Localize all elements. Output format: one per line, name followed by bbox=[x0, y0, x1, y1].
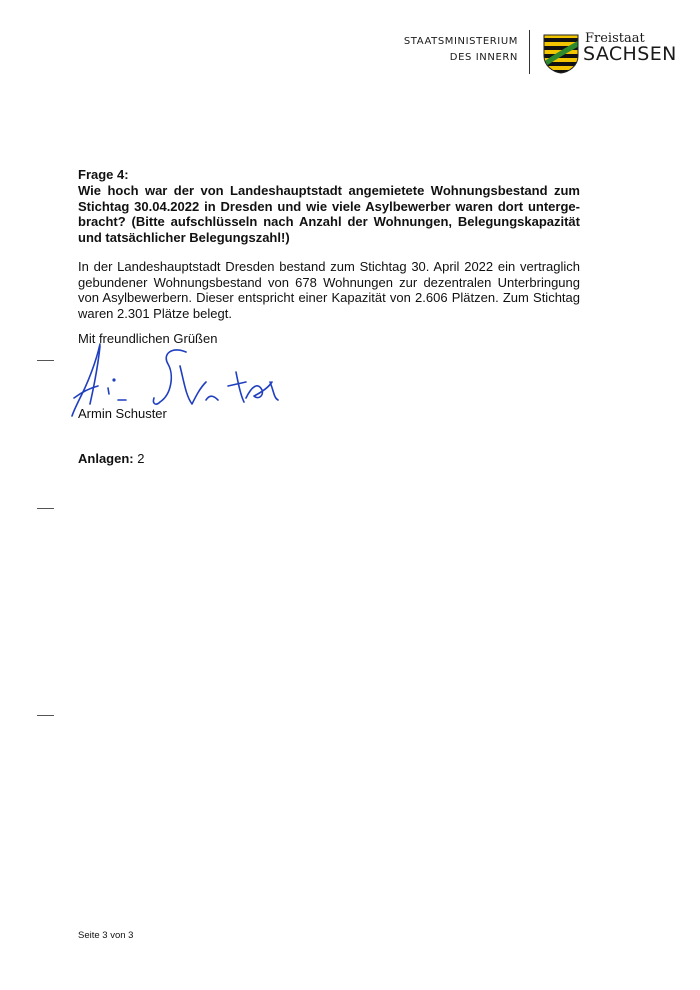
ministry-line-1: STAATSMINISTERIUM bbox=[403, 36, 518, 47]
page-number: Seite 3 von 3 bbox=[78, 930, 134, 941]
attachments-label: Anlagen: bbox=[78, 451, 134, 466]
answer-text: In der Landeshauptstadt Dresden bestand zum Stichtag 30. April 2022 ein vertraglich gebundener Wohnungsbestand von 678 Wohnungen zur dezentralen Unterbringung von Asylbewerbern. Dieser entspricht einer Kapazität von 2.606 Plätzen. Zum Stichtag waren 2.301 Plätze belegt. bbox=[78, 259, 580, 321]
fold-mark bbox=[37, 508, 54, 509]
header-divider bbox=[529, 30, 530, 74]
fold-mark bbox=[37, 360, 54, 361]
ministry-line-2: DES INNERN bbox=[449, 52, 518, 63]
state-name: SACHSEN bbox=[583, 43, 677, 65]
question-text: Wie hoch war der von Landeshauptstadt angemietete Wohnungsbestand zum Stichtag 30.04.2022 in Dresden und wie viele Asylbewerber waren dort untergebracht? (Bitte aufschlüsseln nach Anzahl der Wohnungen, Belegungskapazität und tatsächlicher Belegungszahl!) bbox=[78, 183, 580, 245]
signer-name: Armin Schuster bbox=[78, 406, 167, 421]
attachments bbox=[78, 451, 580, 467]
coat-of-arms-icon bbox=[543, 34, 579, 74]
attachments-count: 2 bbox=[133, 451, 145, 466]
fold-mark bbox=[37, 715, 54, 716]
question-label: Frage 4: bbox=[78, 167, 129, 182]
state-name-small: Freistaat bbox=[585, 31, 645, 46]
ministry-name bbox=[380, 34, 518, 66]
closing-greeting: Mit freundlichen Grüßen bbox=[78, 331, 218, 346]
